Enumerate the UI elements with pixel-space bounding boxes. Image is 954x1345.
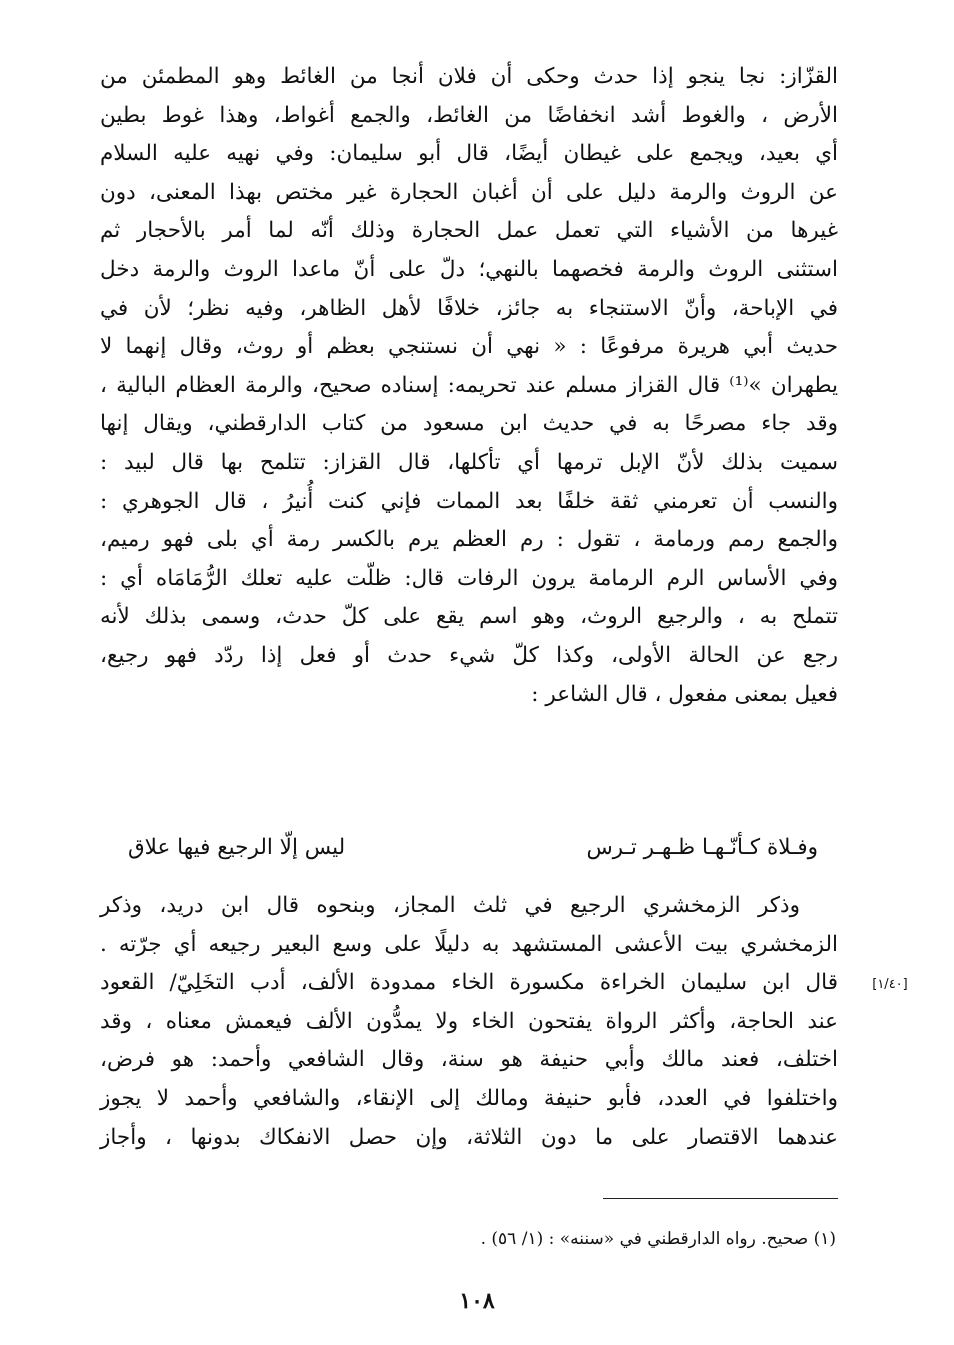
text-line: الزمخشري بيت الأعشى المستشهد به دليلًا على وسع البعير رجيعه أي جرّته . [100, 931, 838, 957]
text-line: عن الروث والرمة دليل على أن أغبان الحجارة غير مختص بهذا المعنى، دون [100, 179, 838, 205]
text-line: وفي الأساس الرم الرمامة يرون الرفات قال: ظلّت عليه تعلك الرُّمَامَاه أي : [100, 565, 838, 591]
text-line: والجمع رمم ورمامة ، تقول : رم العظم يرم بالكسر رمة أي بلى فهو رميم، [100, 527, 838, 553]
text-line: والنسب أن تعرمني ثقة خلفًا بعد الممات فإني كنت أُنيرُ ، قال الجوهري : [100, 488, 838, 514]
footnote-divider [603, 1198, 838, 1199]
main-text-block [100, 58, 838, 714]
text-line: استثنى الروث والرمة فخصهما بالنهي؛ دلّ على أنّ ماعدا الروث والرمة دخل [100, 256, 838, 282]
text-line: اختلف، فعند مالك وأبي حنيفة هو سنة، وقال الشافعي وأحمد: هو فرض، [100, 1047, 838, 1073]
text-line: عند الحاجة، وأكثر الرواة يفتحون الخاء ولا يمدُّون الألف فيعمش معناه ، وقد [100, 1008, 838, 1034]
manuscript-folio-marker: [١/٤٠] [872, 977, 908, 992]
text-line: فعيل بمعنى مفعول ، قال الشاعر : [531, 681, 838, 707]
text-line: يطهران »⁽¹⁾ قال القزاز مسلم عند تحريمه: إسناده صحيح، والرمة العظام البالية ، [100, 372, 838, 398]
verse-second-hemistich: ليس إلّا الرجيع فيها علاق [128, 835, 346, 860]
text-line: سميت بذلك لأنّ الإبل ترمها أي تأكلها، قال القزاز: تتلمح بها قال لبيد : [100, 449, 838, 475]
text-line: تتملح به ، والرجيع الروث، وهو اسم يقع على كلّ حدث، وسمى بذلك لأنه [100, 604, 838, 630]
verse-first-hemistich: وفـلاة كـأنّـهـا ظـهـر تـرس [586, 835, 818, 860]
text-line: واختلفوا في العدد، فأبو حنيفة ومالك إلى الإنقاء، والشافعي وأحمد لا يجوز [100, 1085, 838, 1111]
text-line: وذكر الزمخشري الرجيع في ثلث المجاز، وبنحوه قال ابن دريد، وذكر [100, 893, 800, 918]
text-line: عندهما الاقتصار على ما دون الثلاثة، وإن حصل الانفكاك بدونها ، وأجاز [100, 1124, 838, 1150]
footnote: (١) صحيح. رواه الدارقطني في «سننه» : (١/ ٥٦) . [480, 1229, 836, 1249]
text-line: في الإباحة، وأنّ الاستنجاء به جائز، خلافًا لأهل الظاهر، وفيه نظر؛ لأن في [100, 295, 838, 321]
text-line: قال ابن سليمان الخراءة مكسورة الخاء ممدودة الألف، أدب التخَلِيّ/ القعود [100, 970, 838, 996]
text-line: رجع عن الحالة الأولى، وكذا كلّ شيء حدث أو فعل إذا ردّد فهو رجيع، [100, 642, 838, 668]
main-text-block-continued [100, 887, 838, 1157]
text-line: حديث أبي هريرة مرفوعًا : « نهي أن نستنجي بعظم أو روث، وقال إنهما لا [100, 334, 838, 360]
page-number: ١٠٨ [459, 1288, 495, 1314]
poetry-verse [128, 835, 818, 875]
text-line: غيرها من الأشياء التي تعمل عمل الحجارة وذلك أنّه لما أمر بالأحجار ثم [100, 218, 838, 244]
text-line: الأرض ، والغوط أشد انخفاضًا من الغائط، والجمع أغواط، وهذا غوط بطين [100, 102, 838, 128]
text-line: وقد جاء مصرحًا به في حديث ابن مسعود من كتاب الدارقطني، ويقال إنها [100, 411, 838, 437]
text-line: أي بعيد، ويجمع على غيطان أيضًا، قال أبو سليمان: وفي نهيه عليه السلام [100, 141, 838, 167]
text-line: القزّاز: نجا ينجو إذا حدث وحكى أن فلان أنجا من الغائط وهو المطمئن من [100, 64, 838, 89]
